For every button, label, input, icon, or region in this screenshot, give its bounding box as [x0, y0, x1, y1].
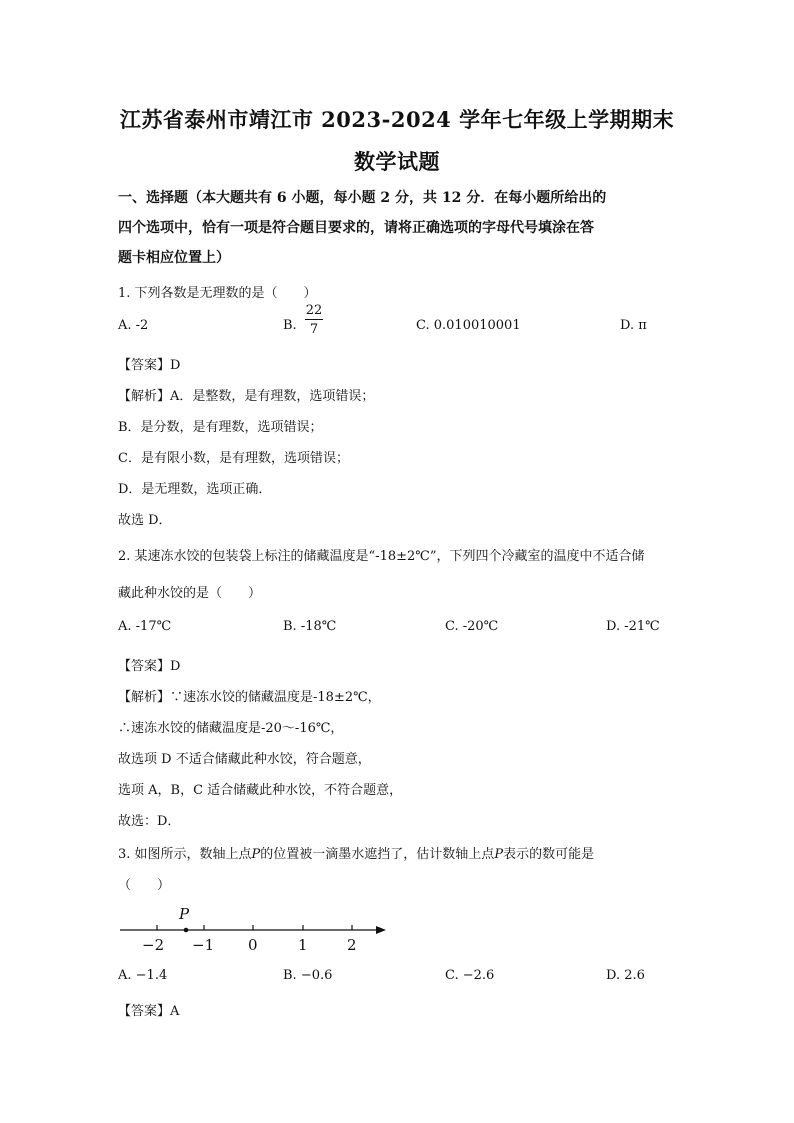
section-heading-line2: 四个选项中，恰有一项是符合题目要求的，请将正确选项的字母代号填涂在答	[118, 220, 594, 236]
q1-option-c: C. 0.010010001	[416, 318, 521, 333]
q2-stem-line1: 2. 某速冻水饺的包装袋上标注的储藏温度是“-18±2℃”，下列四个冷藏室的温度中不适合储	[118, 549, 645, 564]
q2-explanation-1: 【解析】∵速冻水饺的储藏温度是-18±2℃，	[118, 690, 381, 705]
q2-stem-line2: 藏此种水饺的是（ ）	[118, 586, 262, 601]
point-p-dot	[184, 928, 189, 933]
q3-stem-line1	[118, 843, 594, 862]
q3-option-a: A. −1.4	[118, 968, 168, 983]
q3-stem-part3: 表示的数可能是	[503, 847, 595, 862]
q1-explanation-3: C．是有限小数，是有理数，选项错误；	[118, 451, 349, 466]
q1-explanation-5: 故选 D．	[118, 513, 172, 528]
page-title: 江苏省泰州市靖江市 2023-2024 学年七年级上学期期末	[119, 107, 675, 132]
tick-label-0: 0	[248, 936, 258, 954]
q2-explanation-3: 故选项 D 不适合储藏此种水饺，符合题意，	[118, 752, 371, 767]
section-heading-line1: 一、选择题（本大题共有 6 小题，每小题 2 分，共 12 分．在每小题所给出的	[118, 190, 607, 206]
section-heading-line3: 题卡相应位置上）	[118, 250, 230, 266]
q3-stem-part2: 的位置被一滴墨水遮挡了，估计数轴上点	[260, 847, 495, 862]
q2-option-b: B. -18℃	[283, 619, 337, 634]
tick-label-2: 2	[347, 936, 357, 954]
q2-option-c: C. -20℃	[445, 619, 499, 634]
q3-option-d: D. 2.6	[606, 968, 645, 983]
q3-option-b: B. −0.6	[283, 968, 333, 983]
q3-answer: 【答案】A	[118, 1004, 180, 1019]
page-subtitle: 数学试题	[354, 149, 440, 174]
q1-option-b-fraction	[305, 304, 323, 336]
q1-explanation-1: 【解析】A．是整数，是有理数，选项错误；	[118, 389, 375, 404]
q1-option-a: A. -2	[118, 318, 149, 333]
number-line-arrow	[376, 926, 386, 934]
q2-explanation-2: ∴速冻水饺的储藏温度是-20～-16℃，	[118, 721, 344, 736]
q1-answer: 【答案】D	[118, 358, 181, 373]
q1-stem: 1. 下列各数是无理数的是（ ）	[118, 286, 317, 301]
q3-point-p: P	[251, 847, 261, 862]
tick-label-neg2: −2	[142, 936, 165, 954]
q1-option-d: D. π	[620, 318, 647, 333]
tick-label-1: 1	[298, 936, 308, 954]
q2-explanation-4: 选项 A，B，C 适合储藏此种水饺，不符合题意，	[118, 783, 403, 798]
q1-option-b-label: B.	[283, 318, 297, 333]
fraction-denominator: 7	[309, 322, 319, 337]
fraction-numerator: 22	[305, 303, 323, 318]
q1-explanation-4: D．是无理数，选项正确．	[118, 482, 272, 497]
number-line-figure	[110, 900, 400, 958]
q3-option-c: C. −2.6	[445, 968, 495, 983]
q2-option-a: A. -17℃	[118, 619, 172, 634]
q3-stem-line2: （ ）	[118, 878, 171, 893]
q2-answer: 【答案】D	[118, 659, 181, 674]
q1-explanation-2: B．是分数，是有理数，选项错误；	[118, 420, 323, 435]
q3-stem-part1: 3. 如图所示，数轴上点	[118, 847, 252, 862]
fraction-bar	[305, 319, 323, 320]
point-p-label: P	[179, 905, 190, 923]
q2-explanation-5: 故选：D．	[118, 814, 181, 829]
q2-option-d: D. -21℃	[606, 619, 660, 634]
tick-label-neg1: −1	[192, 936, 215, 954]
q3-point-p-2: P	[494, 847, 504, 862]
